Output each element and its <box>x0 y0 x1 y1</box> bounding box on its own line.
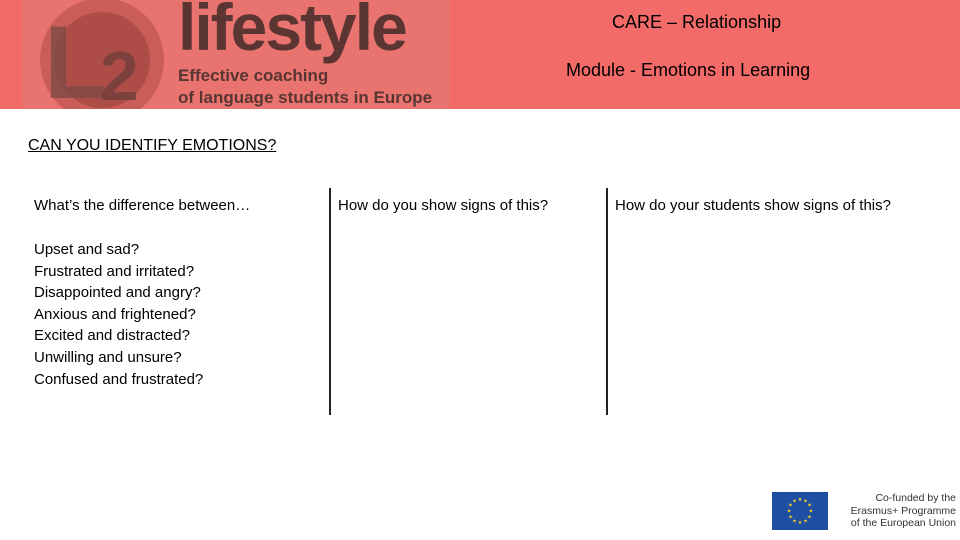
list-item: Excited and distracted? <box>34 327 190 345</box>
emotion-pairs-list <box>34 239 203 390</box>
list-item: Unwilling and unsure? <box>34 348 182 366</box>
logo-tagline-line1: Effective coaching <box>178 66 329 85</box>
svg-text:★: ★ <box>788 514 793 521</box>
cofunded-line-1: Co-funded by the <box>875 492 956 504</box>
column-header-you-show: How do you show signs of this? <box>338 197 549 214</box>
list-item: Confused and frustrated? <box>34 370 204 388</box>
slide-title: CARE – Relationship <box>612 12 782 32</box>
svg-text:★: ★ <box>786 508 792 515</box>
svg-text:★: ★ <box>788 502 793 509</box>
list-item: Anxious and frightened? <box>34 305 196 323</box>
svg-text:★: ★ <box>803 498 808 505</box>
l2-logo-mark-icon <box>22 0 172 109</box>
cofunded-statement <box>836 492 956 530</box>
column-header-students-show: How do your students show signs of this? <box>615 197 891 214</box>
svg-text:★: ★ <box>797 497 803 503</box>
svg-text:2: 2 <box>100 37 139 109</box>
column-divider-1 <box>329 188 331 415</box>
eu-flag-icon <box>772 492 828 530</box>
logo-tagline-line2: of language students in Europe <box>178 88 433 107</box>
svg-text:★: ★ <box>807 514 812 521</box>
svg-text:★: ★ <box>792 518 797 525</box>
svg-text:★: ★ <box>803 518 808 525</box>
list-item: Disappointed and angry? <box>34 284 201 302</box>
column-divider-2 <box>606 188 608 415</box>
l2-lifestyle-logo <box>22 0 450 109</box>
logo-wordmark: lifestyle <box>178 0 406 64</box>
cofunded-line-2: Erasmus+ Programme <box>850 504 956 517</box>
svg-text:★: ★ <box>808 508 814 515</box>
section-heading: CAN YOU IDENTIFY EMOTIONS? <box>28 137 277 154</box>
list-item: Upset and sad? <box>34 241 140 258</box>
cofunded-line-3: of the European Union <box>850 517 956 529</box>
column-header-difference: What’s the difference between… <box>34 197 251 214</box>
header-banner <box>0 0 960 109</box>
svg-text:L: L <box>44 5 108 109</box>
svg-text:★: ★ <box>797 520 803 526</box>
list-item: Frustrated and irritated? <box>34 262 195 280</box>
slide-subtitle: Module - Emotions in Learning <box>566 60 811 80</box>
svg-text:★: ★ <box>807 502 812 509</box>
svg-text:★: ★ <box>792 498 797 505</box>
